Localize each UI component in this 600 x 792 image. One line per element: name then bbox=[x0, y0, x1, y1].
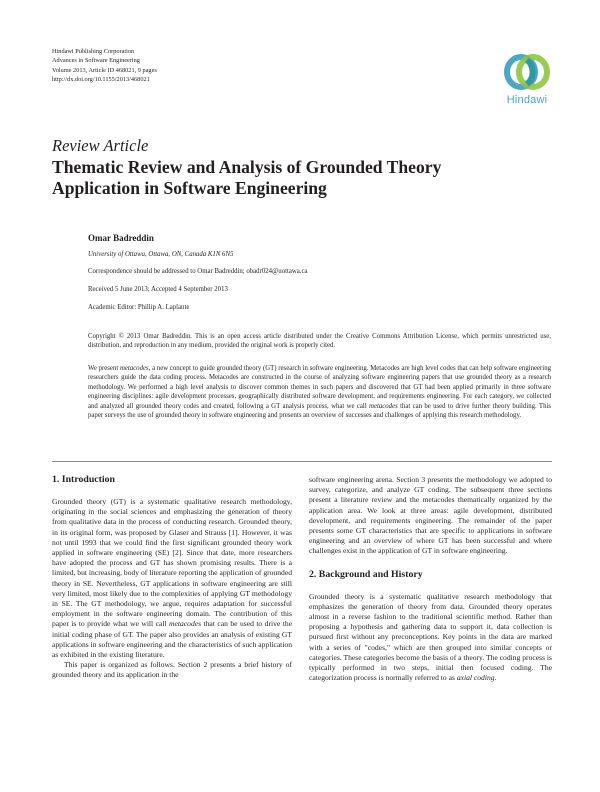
background-paragraph-1 bbox=[309, 592, 552, 684]
section-divider bbox=[52, 461, 552, 462]
abstract-text-3: that can be used to drive further theory building. This paper surveys the use of grounded theory in software engineering and presents an overview of successes and challenges of applying this research methodology. bbox=[88, 402, 552, 420]
doi-link[interactable]: http://dx.doi.org/10.1155/2013/468021 bbox=[52, 75, 150, 83]
intro-continuation: software engineering arena. Section 3 presents the methodology we adopted to survey, categorize, and analyze GT coding. The subsequent three sections present a literature review and the metacodes thematically organized by the application area. We look at three areas: agile development, distributed development, and requirements engineering. The remainder of the paper presents some GT characteristics that are specific to applications in software engineering and an overview of where GT has been successful and where challenges exist in the application of GT in software engineering. bbox=[309, 475, 552, 556]
left-column bbox=[52, 474, 292, 681]
abstract-em-1: metacodes bbox=[119, 365, 149, 372]
title-line-1: Thematic Review and Analysis of Grounded Theory bbox=[52, 157, 442, 177]
section-1-heading: 1. Introduction bbox=[52, 474, 115, 485]
intro-paragraph-1 bbox=[52, 497, 292, 660]
correspondence: Correspondence should be addressed to Omar Badreddin; obadr024@uottawa.ca bbox=[88, 268, 308, 275]
abstract-em-2: metacodes bbox=[369, 402, 398, 410]
abstract-text-1: We present bbox=[88, 365, 120, 372]
copyright-notice: Copyright © 2013 Omar Badreddin. This is an open access article distributed under the Creative Commons Attribution License, which permits unrestricted use, distribution, and reproduction in any medium, provided the original work is properly cited. bbox=[88, 333, 551, 350]
logo-rings-icon bbox=[497, 48, 557, 96]
author-name: Omar Badreddin bbox=[88, 233, 154, 243]
intro-p1-em: metacodes bbox=[169, 619, 202, 629]
section-2-heading: 2. Background and History bbox=[309, 568, 423, 580]
intro-p1-text-a: Grounded theory (GT) is a systematic qualitative research methodology, originating in the social sciences and emphasizing the generation of theory from qualitative data in the process of conducting research. Grounded theory, in its original form, was proposed by Glaser and Strauss [1]. However, it was not until 1993 that we could find the first significant grounded theory work applied in software engineering (SE) [2]. Since that date, more researchers have adopted the process and GT has shown promising results. There is a limited, but increasing, body of literature reporting the application of grounded theory in SE. Nevertheless, GT applications in software engineering are still very limited, most likely due to the complexities of applying GT methodology in SE. The GT methodology, we argue, requires adaptation for successful employment in the software engineering domain. The contribution of this paper is to provide what we will call bbox=[52, 497, 292, 629]
intro-paragraph-2: This paper is organized as follows. Section 2 presents a brief history of grounded theory and its application in the bbox=[52, 660, 292, 680]
bg-p1-em: axial coding bbox=[456, 673, 495, 683]
abstract-text-2: , a new concept to guide grounded theory (GT) research in software engineering. Metacodes are high level codes that can help software engineering researchers guide the data coding process. Metacodes are constructed in the course of analyzing software engineering papers that use grounded theory as a research methodology. We performed a high level analysis to discover common themes in such papers and discovered that GT had been applied primarily in three software engineering disciplines: agile development processes, geographically distributed software development, and requirements engineering. For each category, we collected and analyzed all grounded theory codes and created, following a GT analysis process, what we call bbox=[88, 365, 551, 410]
hindawi-logo bbox=[497, 48, 557, 110]
paper-title bbox=[52, 157, 552, 199]
article-type: Review Article bbox=[52, 136, 149, 155]
right-column bbox=[309, 475, 552, 683]
logo-text: Hindawi bbox=[506, 94, 548, 106]
bg-p1-text-b: . bbox=[494, 673, 497, 683]
intro-p1-text-b: that can be used to drive the initial coding phase of GT. The paper also provides an analysis of existing GT applications in software engineering and the characteristics of such application as exhibited in the existing literature. bbox=[52, 619, 293, 660]
publisher: Hindawi Publishing Corporation bbox=[52, 48, 135, 55]
volume-info: Volume 2013, Article ID 468021, 9 pages bbox=[52, 66, 157, 74]
received-date: Received 5 June 2013; Accepted 4 September 2013 bbox=[88, 286, 228, 293]
journal-header bbox=[52, 47, 157, 84]
abstract bbox=[88, 364, 551, 420]
affiliation: University of Ottawa, Ottawa, ON, Canada K1N 6N5 bbox=[88, 251, 234, 258]
title-line-2: Application in Software Engineering bbox=[52, 178, 327, 198]
journal-name: Advances in Software Engineering bbox=[52, 57, 140, 65]
bg-p1-text-a: Grounded theory is a systematic qualitative research methodology that emphasizes the generation of theory from data. Grounded theory operates almost in a reverse fashion to the traditional scientific method. Rather than proposing a hypothesis and gathering data to support it, data collection is pursued first without any preconceptions. Key points in the data are marked with a series of "codes," which are then grouped into similar concepts or categories. These categories become the basis of a theory. The coding process is typically performed in two steps, initial then focused coding. The categorization process is normally referred to as bbox=[309, 591, 552, 683]
academic-editor: Academic Editor: Phillip A. Laplante bbox=[88, 304, 190, 311]
